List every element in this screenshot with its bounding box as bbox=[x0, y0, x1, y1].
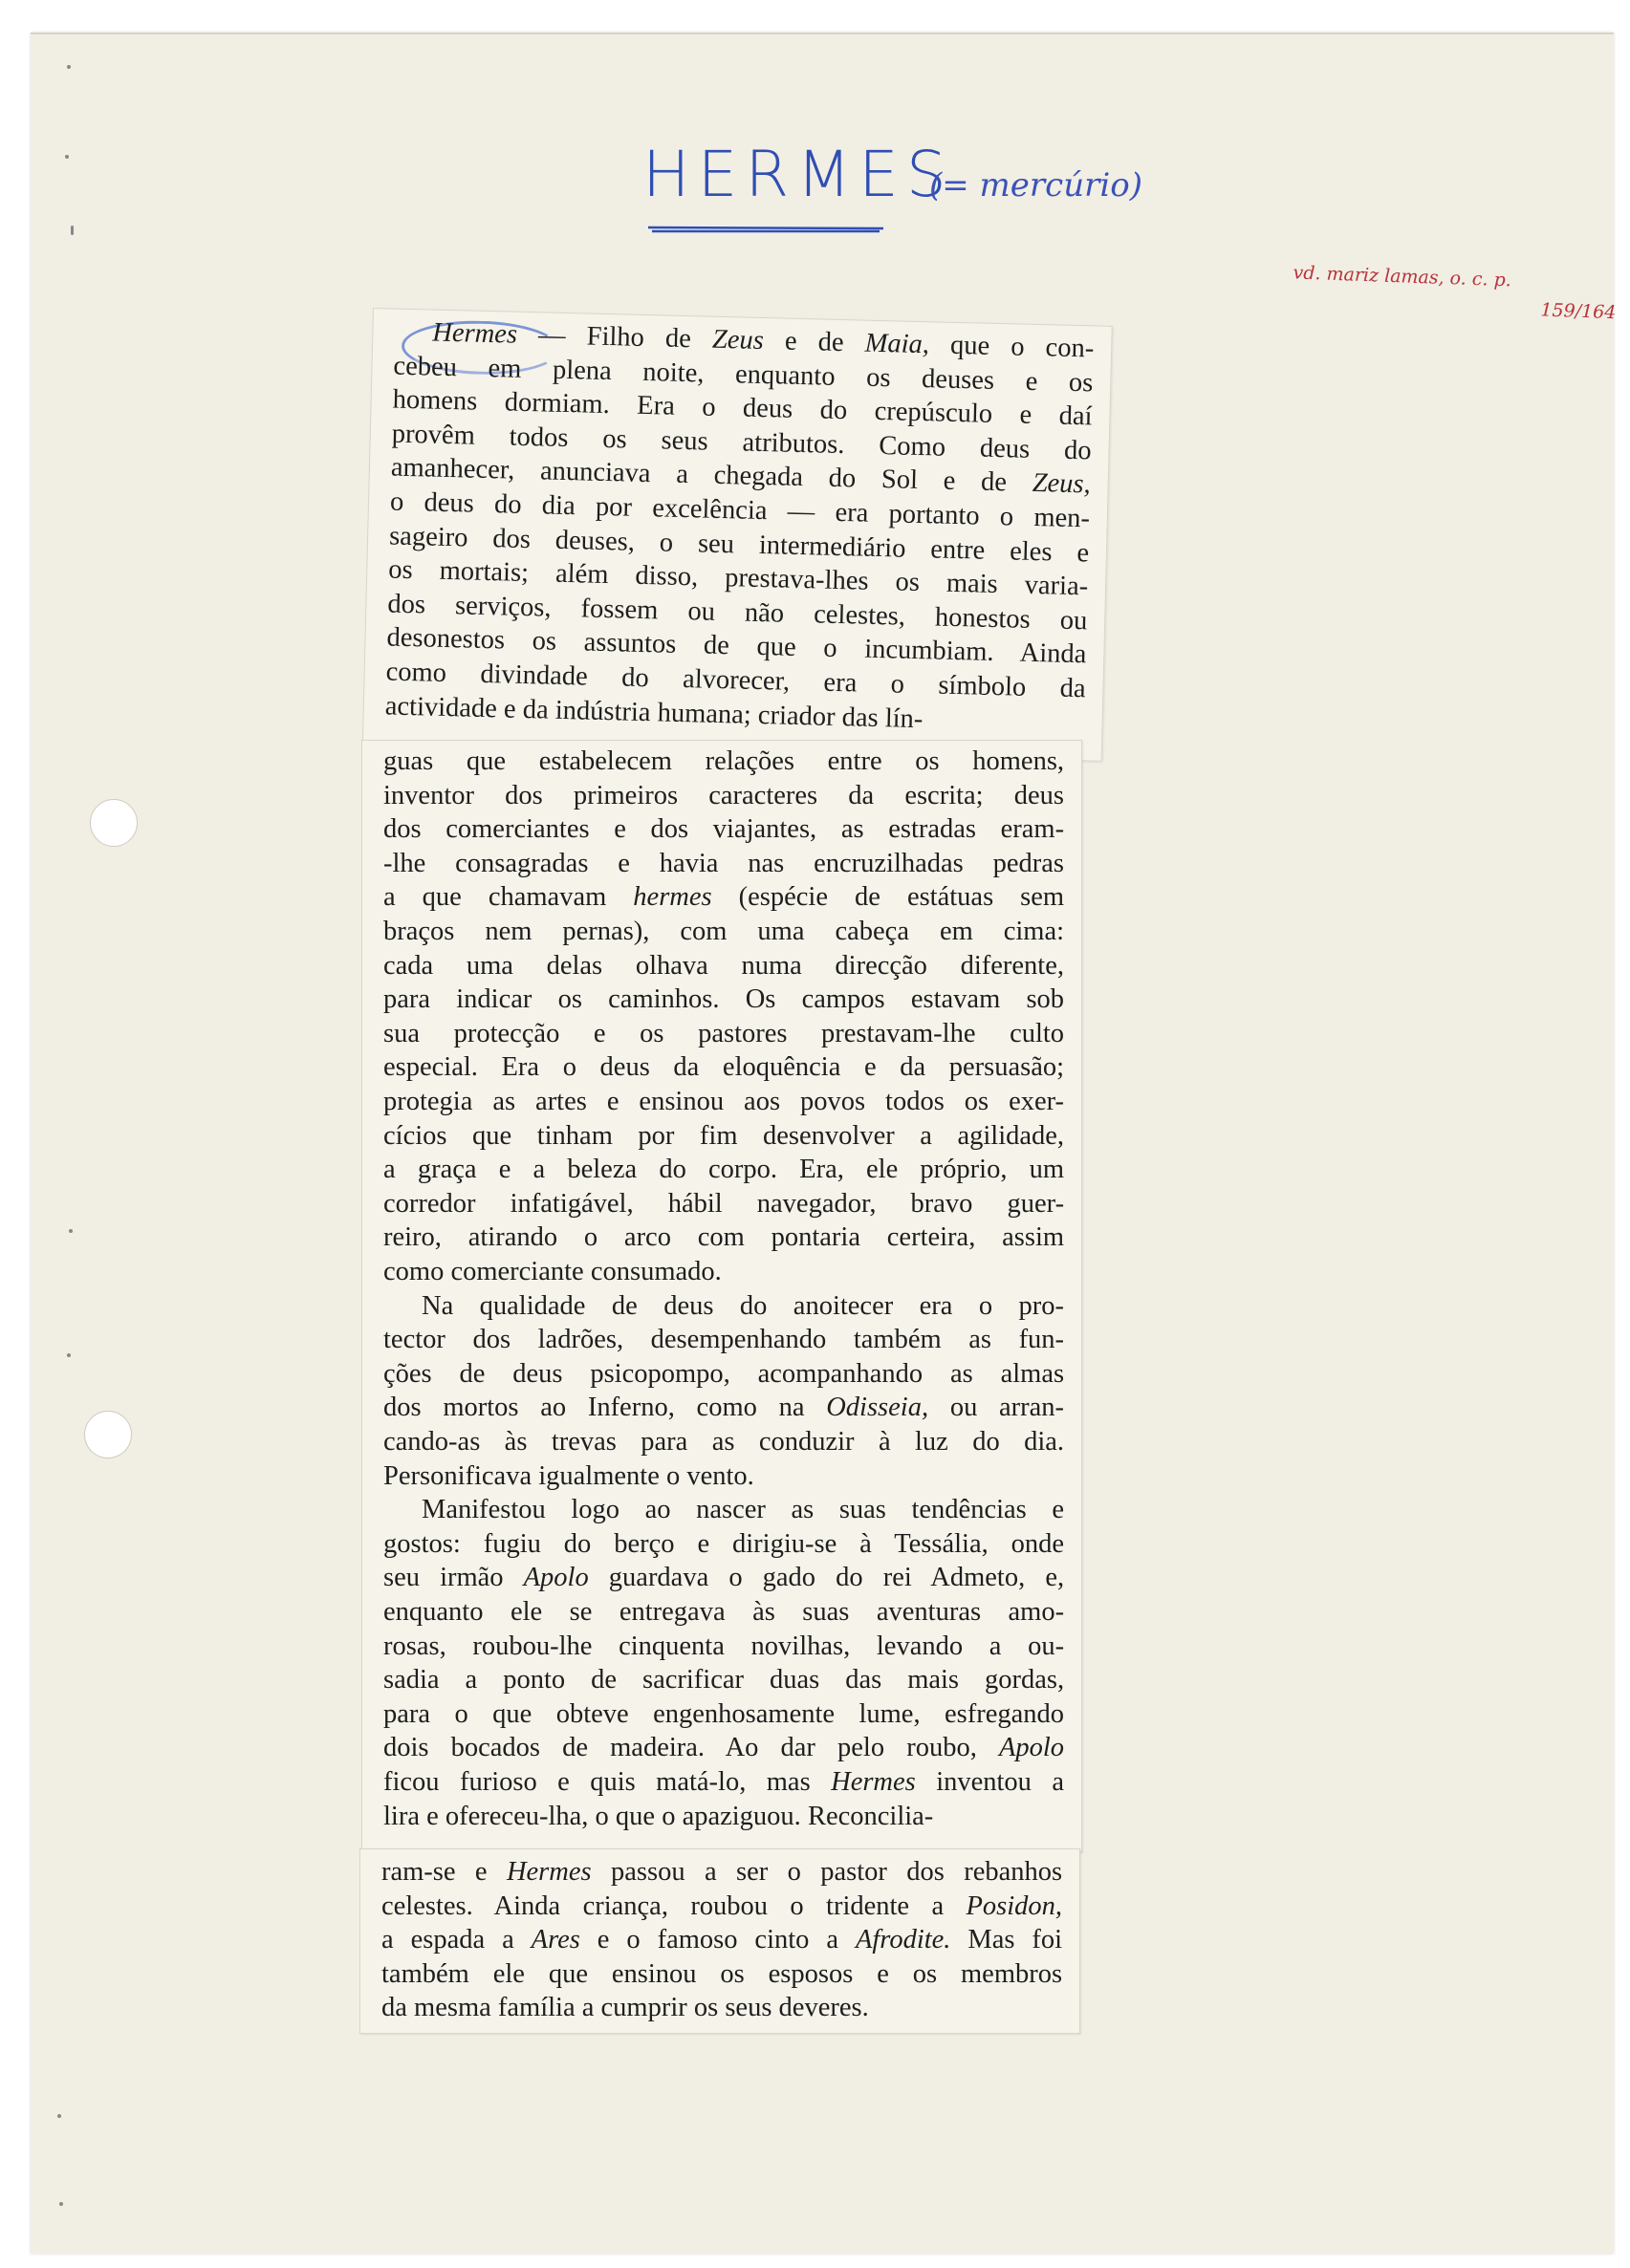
clipping-text-line: a que chamavam hermes (espécie de estátuas sem bbox=[383, 882, 1065, 913]
paper-speck bbox=[65, 155, 69, 159]
clipping-text-line: ções de deus psicopompo, acompanhando as almas bbox=[383, 1358, 1065, 1389]
clipping-text-line: ficou furioso e quis matá-lo, mas Hermes inventou a bbox=[383, 1767, 1065, 1797]
clipping-text-line: enquanto ele se entregava às suas aventuras amo- bbox=[383, 1597, 1065, 1627]
clipping-text-line: cando-as às trevas para as conduzir à luz do dia. bbox=[383, 1427, 1065, 1457]
clipping-text-line: reiro, atirando o arco com pontaria certeira, assim bbox=[383, 1222, 1065, 1253]
paper-speck bbox=[67, 1353, 71, 1357]
clipping-text-line: dos mortos ao Inferno, como na Odisseia, ou arran- bbox=[383, 1393, 1065, 1423]
clipping-text-line: especial. Era o deus da eloquência e da persuasão; bbox=[383, 1052, 1065, 1083]
clipping-text-line: para indicar os caminhos. Os campos estavam sob bbox=[383, 984, 1065, 1015]
clipping-text-line: cebeu em plena noite, enquanto os deuses e os bbox=[393, 351, 1094, 399]
clipping-text-line: Hermes — Filho de Zeus e de Maia, que o con- bbox=[432, 317, 1095, 364]
title-underline bbox=[646, 226, 885, 233]
title-text: HERMES bbox=[642, 138, 954, 211]
punch-hole-top bbox=[90, 799, 138, 847]
newspaper-clipping-2 bbox=[361, 740, 1082, 1852]
clipping-text-line: cada uma delas olhava numa direcção diferente, bbox=[383, 950, 1064, 981]
handwritten-title bbox=[642, 138, 1178, 262]
newspaper-clipping-1 bbox=[362, 308, 1113, 762]
clipping-text-line: braços nem pernas), com uma cabeça em cima: bbox=[383, 917, 1065, 946]
paper-speck bbox=[71, 226, 74, 235]
clipping-text-line: lira e ofereceu-lha, o que o apaziguou. Reconcilia- bbox=[383, 1801, 934, 1831]
clipping-text-line: corredor infatigável, hábil navegador, bravo guer- bbox=[383, 1188, 1065, 1219]
clipping-text-line: guas que estabelecem relações entre os homens, bbox=[383, 746, 1065, 776]
clipping-text-line: o deus do dia por excelência — era portanto o men- bbox=[389, 486, 1091, 534]
clipping-text-line: -lhe consagradas e havia nas encruzilhadas pedras bbox=[383, 848, 1064, 878]
clipping-text-line: da mesma família a cumprir os seus deveres. bbox=[381, 1993, 869, 2023]
clipping-text-line: dos serviços, fossem ou não celestes, honestos ou bbox=[387, 589, 1088, 637]
clipping-text-line: actividade e da indústria humana; criador das lín- bbox=[384, 691, 924, 734]
clipping-text-line: inventor dos primeiros caracteres da escrita; deus bbox=[383, 780, 1064, 810]
paper-speck bbox=[57, 2114, 61, 2118]
clipping-text-line: sageiro dos deuses, o seu intermediário entre eles e bbox=[388, 521, 1090, 568]
title-annotation: (= mercúrio) bbox=[929, 166, 1142, 205]
clipping-text-line: a graça e a beleza do corpo. Era, ele próprio, um bbox=[383, 1155, 1065, 1185]
margin-note-line: vd. mariz lamas, o. c. p. bbox=[1293, 262, 1512, 292]
clipping-text-line: como comerciante consumado. bbox=[383, 1257, 722, 1286]
clipping-text-line: Manifestou logo ao nascer as suas tendências e bbox=[422, 1495, 1064, 1525]
clipping-text-line: protegia as artes e ensinou aos povos todos os exer- bbox=[383, 1087, 1065, 1116]
clipping-text-line: sua protecção e os pastores prestavam-lhe culto bbox=[383, 1018, 1065, 1048]
clipping-text-line: Personificava igualmente o vento. bbox=[383, 1460, 754, 1491]
clipping-text-line: amanhecer, anunciava a chegada do Sol e de Zeus, bbox=[390, 452, 1092, 500]
clipping-text-line: desonestos os assuntos de que o incumbiam. Ainda bbox=[386, 622, 1087, 670]
paper-speck bbox=[69, 1229, 73, 1233]
clipping-text-line: provêm todos os seus atributos. Como deus do bbox=[391, 419, 1092, 466]
clipping-text-line: os mortais; além disso, prestava-lhes os mais varia- bbox=[387, 554, 1089, 602]
clipping-text-line: tector dos ladrões, desempenhando também as fun- bbox=[383, 1325, 1065, 1355]
clipping-text-line: como divindade do alvorecer, era o símbolo da bbox=[385, 657, 1086, 704]
margin-note-pages: 159/164 bbox=[1540, 299, 1617, 324]
clipping-text-line: rosas, roubou-lhe cinquenta novilhas, levando a ou- bbox=[383, 1631, 1065, 1661]
clipping-text-line: seu irmão Apolo guardava o gado do rei Admeto, e, bbox=[383, 1563, 1065, 1593]
clipping-text-line: dos comerciantes e dos viajantes, as estradas eram- bbox=[383, 814, 1065, 845]
margin-reference-note bbox=[1292, 262, 1630, 324]
clipping-text-line: a espada a Ares e o famoso cinto a Afrodite. Mas foi bbox=[381, 1925, 1063, 1955]
paper-speck bbox=[67, 65, 71, 69]
newspaper-clipping-3 bbox=[359, 1848, 1080, 2034]
punch-hole-bottom bbox=[84, 1411, 132, 1458]
clipping-text-line: dois bocados de madeira. Ao dar pelo roubo, Apolo bbox=[383, 1733, 1065, 1763]
clipping-text-line: gostos: fugiu do berço e dirigiu-se à Tessália, onde bbox=[383, 1528, 1065, 1559]
clipping-text-line: sadia a ponto de sacrificar duas das mais gordas, bbox=[383, 1665, 1065, 1696]
document-page bbox=[31, 32, 1617, 2254]
clipping-text-line: celestes. Ainda criança, roubou o tridente a Posidon, bbox=[381, 1890, 1062, 1921]
clipping-text-line: cícios que tinham por fim desenvolver a agilidade, bbox=[383, 1120, 1065, 1151]
clipping-text-line: homens dormiam. Era o deus do crepúsculo e daí bbox=[392, 384, 1093, 432]
clipping-text-line: Na qualidade de deus do anoitecer era o pro- bbox=[422, 1290, 1065, 1321]
clipping-text-line: também ele que ensinou os esposos e os membros bbox=[381, 1958, 1063, 1989]
paper-speck bbox=[59, 2202, 63, 2206]
clipping-text-line: ram-se e Hermes passou a ser o pastor dos rebanhos bbox=[381, 1857, 1063, 1887]
clipping-text-line: para o que obteve engenhosamente lume, esfregando bbox=[383, 1698, 1065, 1729]
